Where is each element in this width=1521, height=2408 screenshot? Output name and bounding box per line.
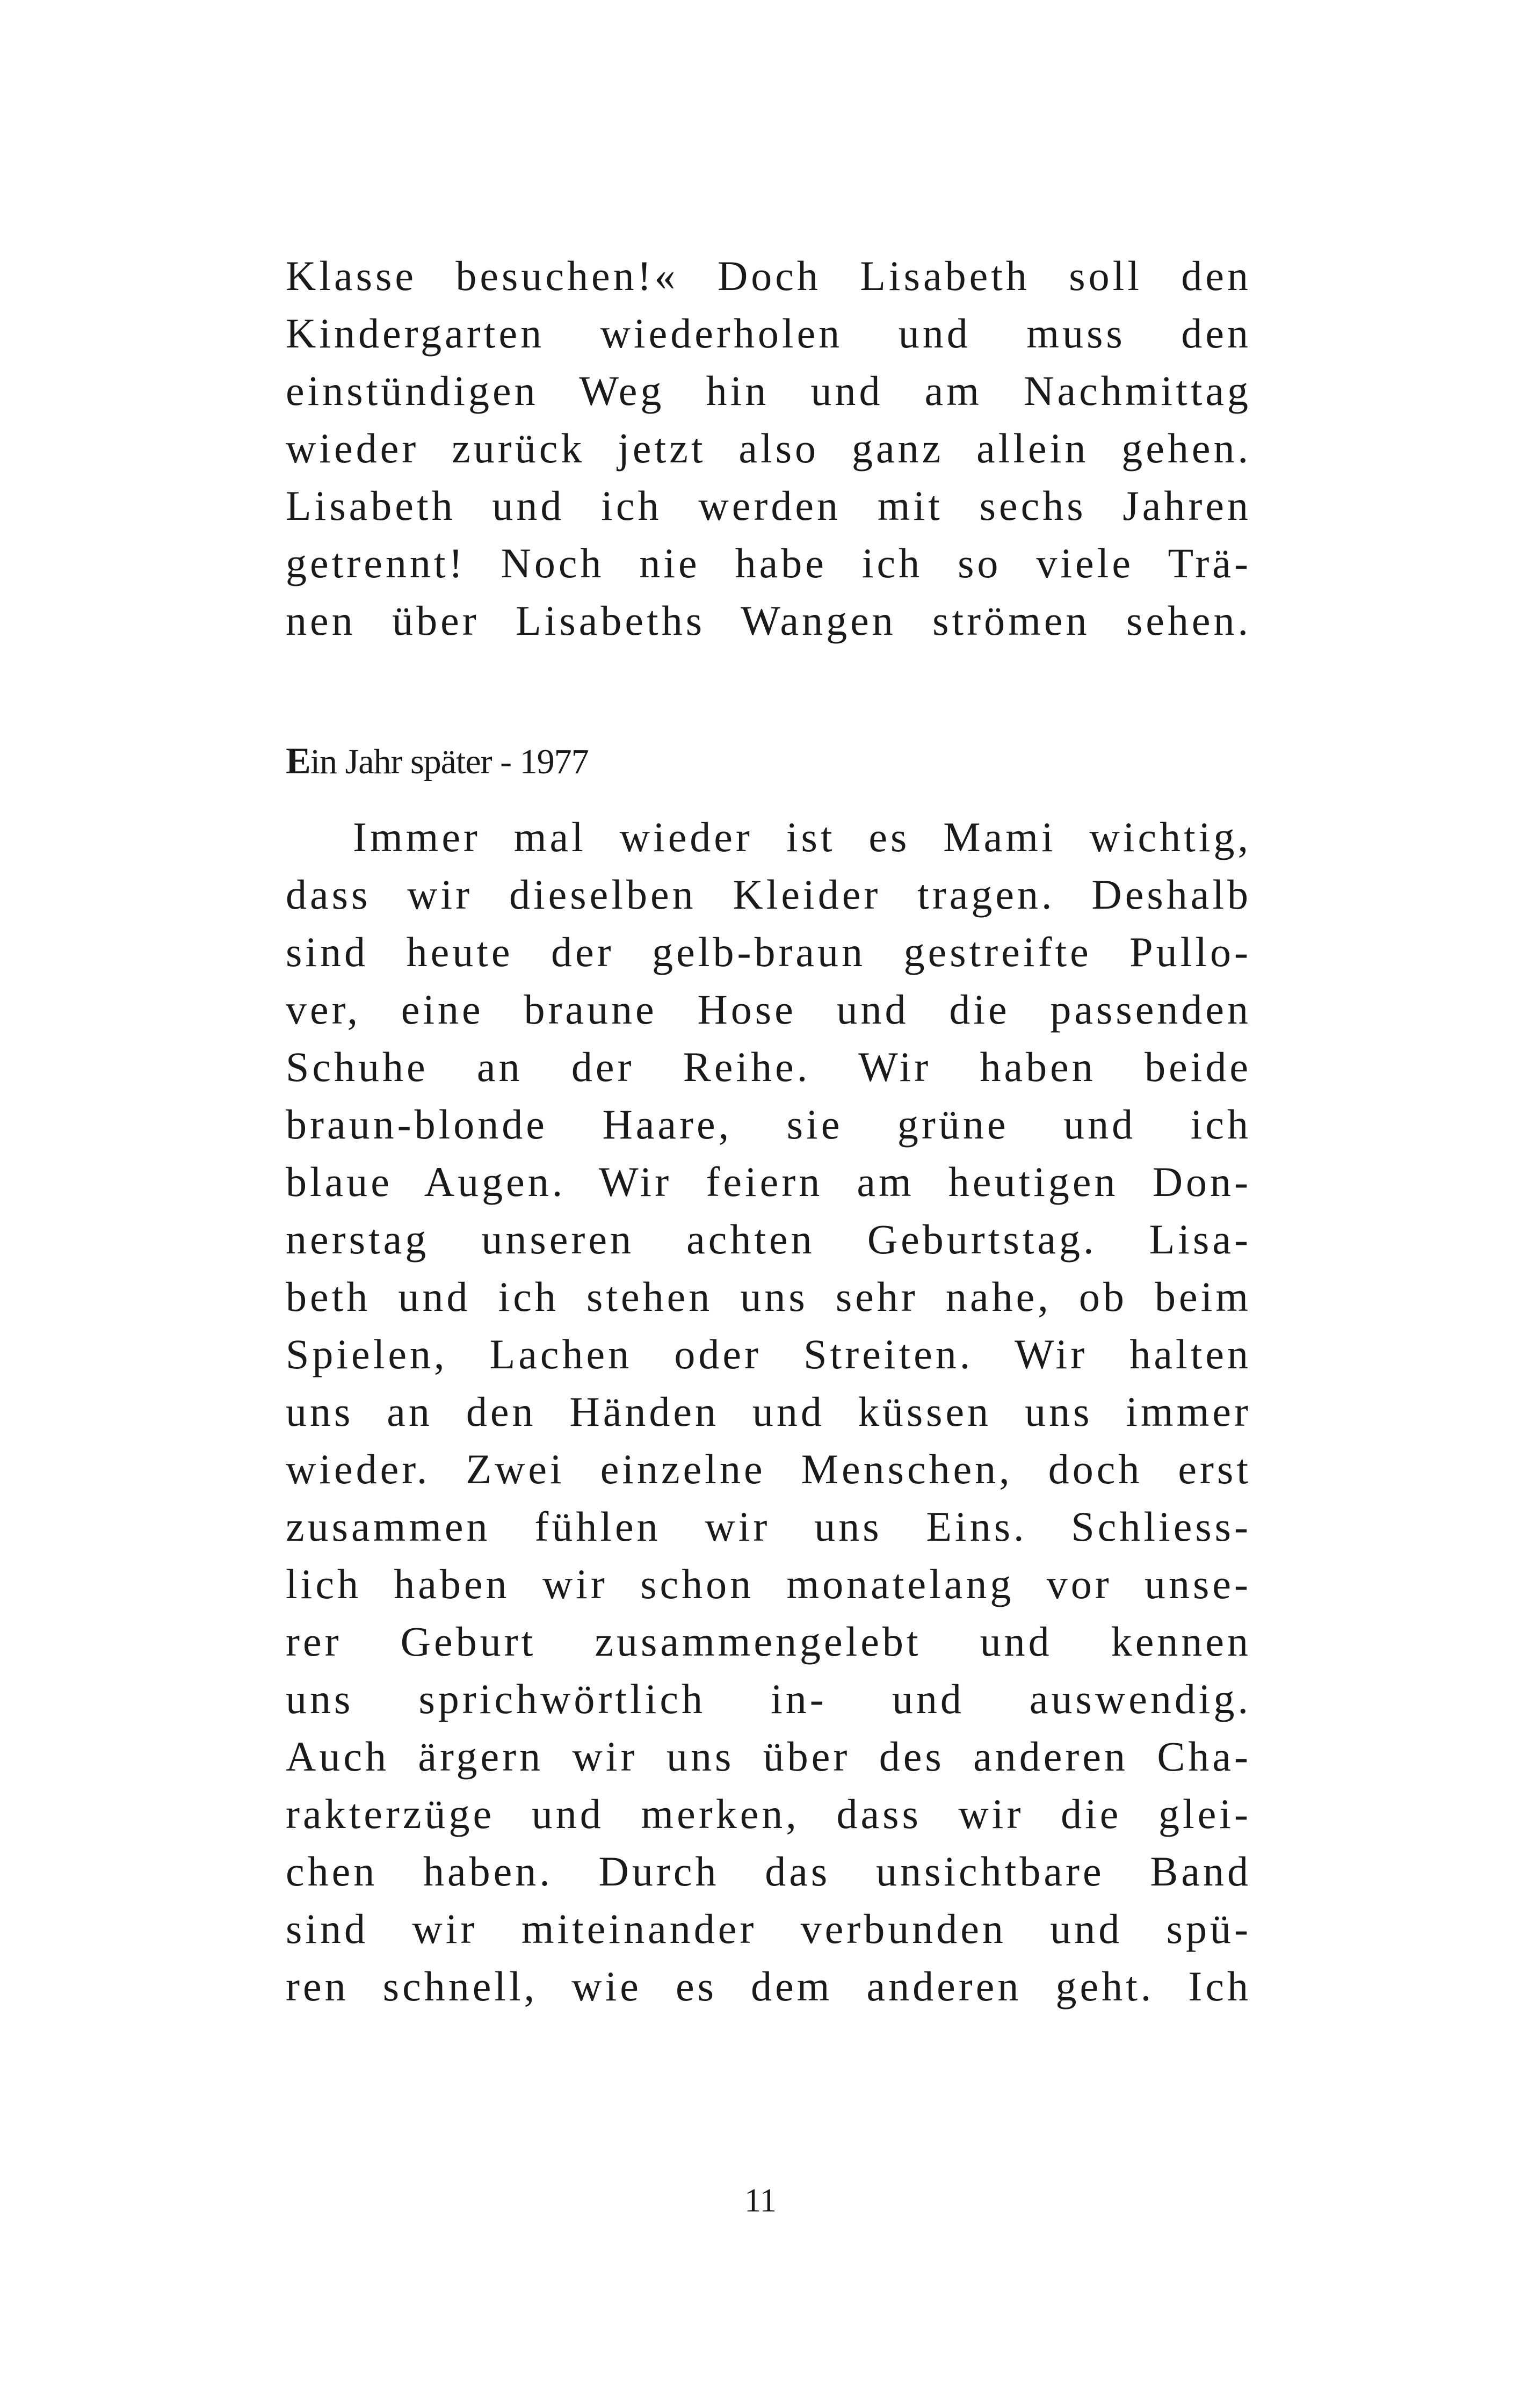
text-line: braun-blonde Haare, sie grüne und ich [286, 1101, 1251, 1148]
section-heading [286, 735, 589, 789]
text-line: rer Geburt zusammengelebt und kennen [286, 1618, 1251, 1665]
text-line: ver, eine braune Hose und die passenden [286, 986, 1251, 1033]
text-line: Auch ärgern wir uns über des anderen Cha- [286, 1733, 1251, 1780]
page-number: 11 [744, 2182, 777, 2219]
paragraph-main [286, 808, 1251, 2015]
text-line: blaue Augen. Wir feiern am heutigen Don- [286, 1158, 1251, 1205]
text-line: lich haben wir schon monatelang vor unse- [286, 1561, 1251, 1607]
text-line: Kindergarten wiederholen und muss den [286, 310, 1251, 357]
text-line: wieder zurück jetzt also ganz allein gehen. [286, 425, 1251, 472]
text-line: sind wir miteinander verbunden und spü- [286, 1905, 1251, 1952]
text-line: Spielen, Lachen oder Streiten. Wir halten [286, 1331, 1251, 1377]
text-line: nen über Lisabeths Wangen strömen sehen. [286, 597, 1251, 644]
text-line: rakterzüge und merken, dass wir die glei- [286, 1790, 1251, 1837]
text-line: ren schnell, wie es dem anderen geht. Ich [286, 1963, 1251, 2010]
text-line: wieder. Zwei einzelne Menschen, doch erst [286, 1446, 1251, 1492]
text-line: sind heute der gelb-braun gestreifte Pullo- [286, 929, 1251, 975]
text-line: chen haben. Durch das unsichtbare Band [286, 1848, 1251, 1895]
text-line: Lisabeth und ich werden mit sechs Jahren [286, 482, 1251, 529]
heading-initial: E [286, 741, 310, 782]
text-line: einstündigen Weg hin und am Nachmittag [286, 367, 1251, 414]
text-line: beth und ich stehen uns sehr nahe, ob beim [286, 1273, 1251, 1320]
paragraph-continuation [286, 247, 1251, 649]
text-line: dass wir dieselben Kleider tragen. Deshalb [286, 871, 1251, 918]
text-line: zusammen fühlen wir uns Eins. Schliess- [286, 1503, 1251, 1550]
text-line: getrennt! Noch nie habe ich so viele Trä- [286, 540, 1251, 586]
text-line: uns sprichwörtlich in- und auswendig. [286, 1676, 1251, 1722]
text-line: Schuhe an der Reihe. Wir haben beide [286, 1043, 1251, 1090]
text-line: Immer mal wieder ist es Mami wichtig, [353, 814, 1251, 860]
text-line: nerstag unseren achten Geburtstag. Lisa- [286, 1216, 1251, 1263]
text-line: uns an den Händen und küssen uns immer [286, 1388, 1251, 1435]
text-line: Klasse besuchen!« Doch Lisabeth soll den [286, 252, 1251, 299]
heading-text: in Jahr später - 1977 [310, 742, 589, 781]
